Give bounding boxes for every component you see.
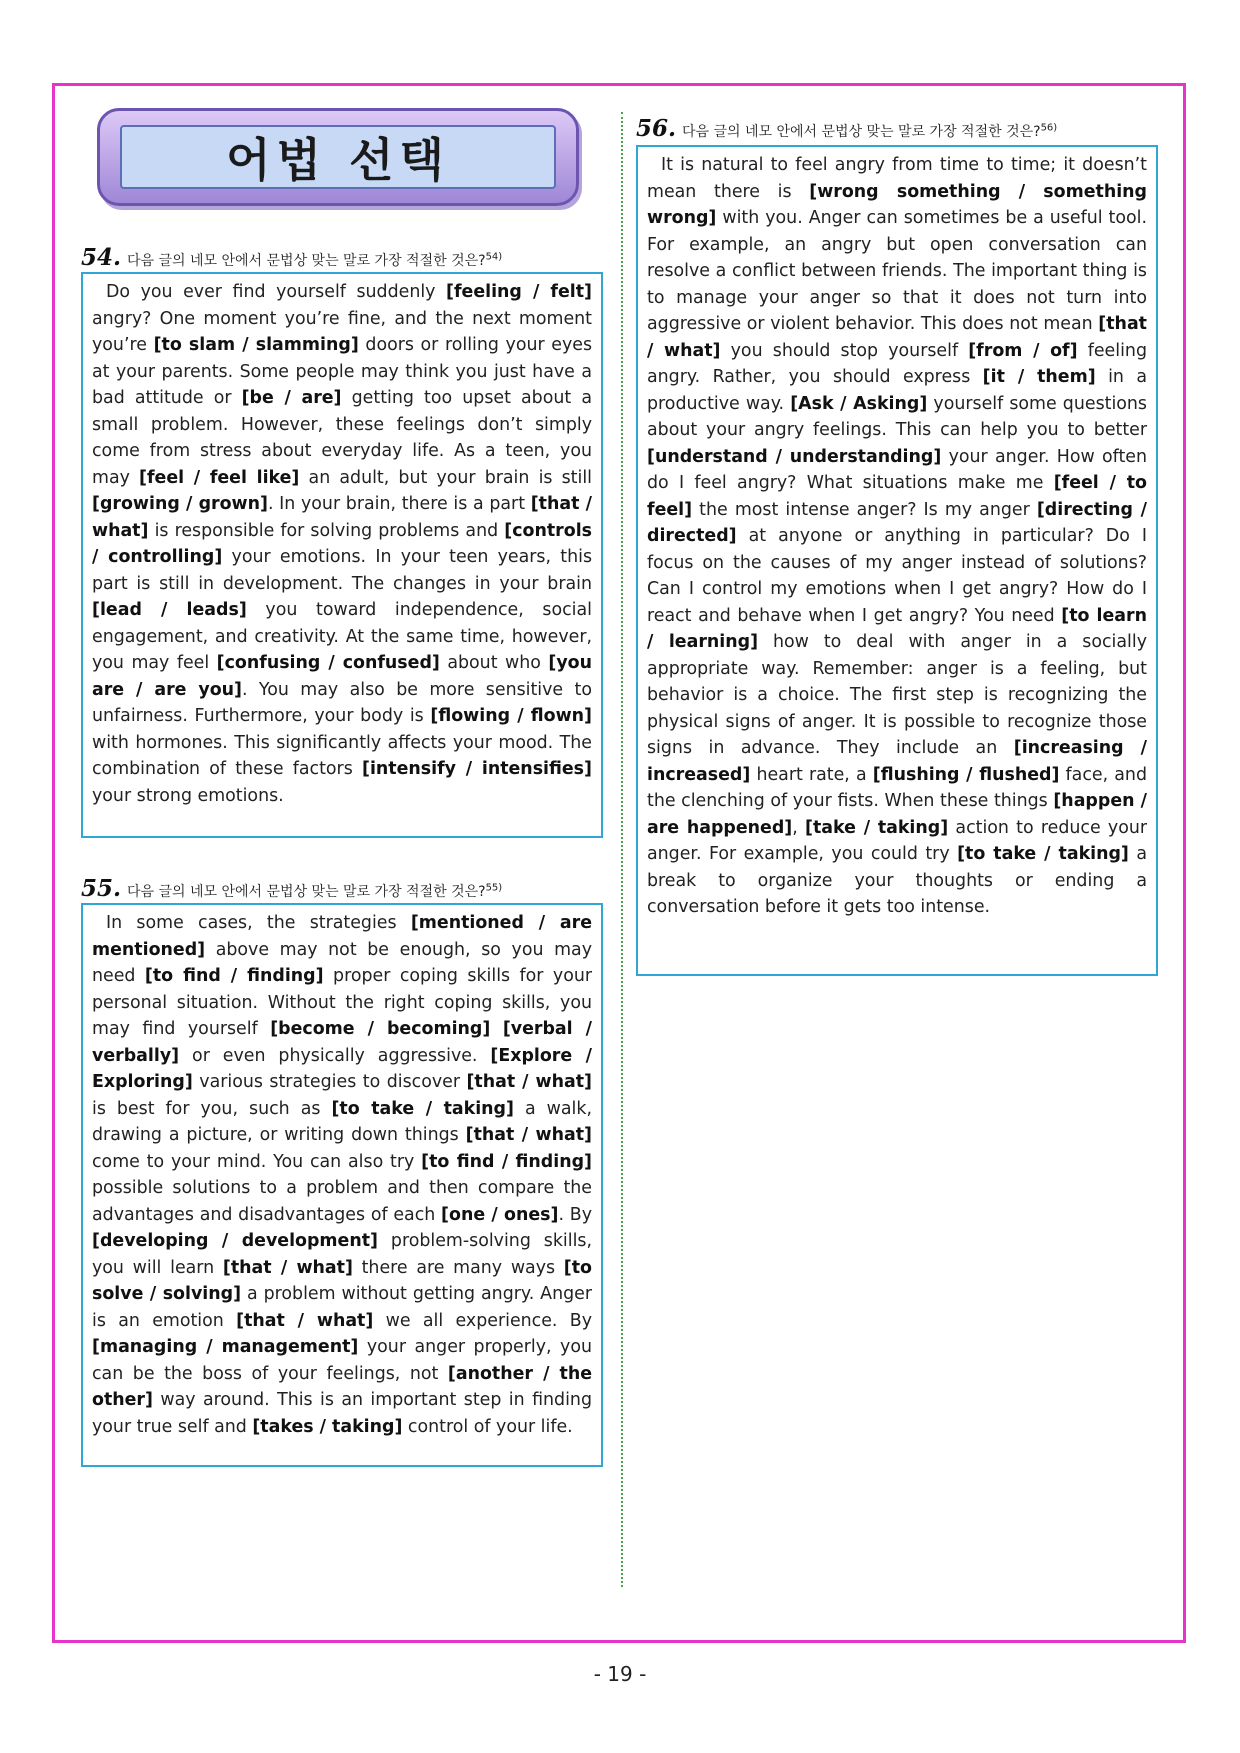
grammar-choice: [to find / finding]	[144, 966, 324, 986]
passage-segment: yourself some questions about your angry feelings. This can help you to better	[647, 393, 1147, 440]
grammar-choice: [wrong something / something wrong]	[647, 181, 1147, 228]
passage-segment: with you. Anger can sometimes be a useful tool. For example, an angry but open conversation can resolve a conflict between friends. The important thing is to manage your anger so that it does not turn into aggressive or violent behavior. This does not mean	[647, 208, 1147, 334]
passage-segment: control of your life.	[402, 1416, 573, 1437]
passage-segment: the most intense anger? Is my anger	[692, 499, 1037, 520]
grammar-choice: [be / are]	[241, 388, 342, 408]
passage-segment: way around. This is an important step in finding your true self and	[92, 1390, 592, 1437]
passage-segment: a break to organize your thoughts or ending a conversation before it gets too intense.	[647, 844, 1147, 917]
passage-segment: feeling angry. Rather, you should express	[647, 340, 1147, 387]
question-footnote: 56)	[1040, 122, 1058, 134]
passage-segment: problem-solving skills, you will learn	[92, 1231, 592, 1278]
passage-segment: your anger properly, you can be the boss of your feelings, not	[92, 1337, 592, 1384]
passage-segment: Do you ever find yourself suddenly	[106, 282, 447, 302]
grammar-choice: [happen / are happened]	[647, 791, 1147, 838]
grammar-choice: [one / ones]	[441, 1204, 559, 1225]
passage-segment: your strong emotions.	[92, 785, 284, 806]
grammar-choice: [to slam / slamming]	[153, 335, 359, 355]
passage-segment: an adult, but your brain is still	[299, 467, 592, 488]
question-number: 54.	[81, 244, 122, 271]
section-banner	[97, 108, 579, 206]
section-banner-inner	[120, 125, 556, 189]
grammar-choice: [feel / feel like]	[139, 467, 300, 488]
passage-segment: It is natural to feel angry from time to time; it doesn’t mean there is	[647, 155, 1147, 202]
grammar-choice: [controls / controlling]	[92, 520, 592, 567]
grammar-choice: [take / taking]	[805, 817, 949, 838]
grammar-choice: [confusing / confused]	[216, 653, 440, 673]
grammar-choice: [flushing / flushed]	[872, 764, 1060, 785]
grammar-choice: [flowing / flown]	[430, 706, 592, 726]
grammar-choice: [Explore / Exploring]	[92, 1045, 592, 1092]
grammar-choice: [that / what]	[647, 314, 1147, 361]
grammar-choice: [verbal / verbally]	[92, 1019, 592, 1066]
question-footnote: 55)	[485, 882, 503, 894]
passage-segment: is best for you, such as	[92, 1098, 332, 1119]
grammar-choice: [it / them]	[982, 367, 1096, 387]
passage-segment: various strategies to discover	[192, 1072, 467, 1092]
grammar-choice: [developing / development]	[92, 1231, 378, 1251]
passage-56	[636, 145, 1158, 976]
passage-55	[81, 903, 603, 1467]
passage-segment: proper coping skills for your personal situation. Without the right coping skills, you may find yourself	[92, 966, 593, 1039]
grammar-choice: [you are / are you]	[92, 653, 593, 700]
grammar-choice: [managing / management]	[92, 1337, 359, 1357]
passage-segment: . By	[558, 1204, 592, 1225]
grammar-choice: [understand / understanding]	[647, 446, 942, 467]
passage-segment: . In your brain, there is a part	[267, 494, 531, 514]
grammar-choice: [Ask / Asking]	[790, 393, 928, 414]
passage-segment: above may not be enough, so you may need	[92, 939, 592, 986]
grammar-choice: [lead / leads]	[92, 600, 247, 620]
grammar-choice: [that / what]	[222, 1257, 353, 1278]
question-number: 55.	[81, 875, 122, 902]
question-54-header	[81, 244, 502, 271]
passage-text	[92, 279, 592, 809]
page-number: - 19 -	[593, 1662, 647, 1686]
grammar-choice: [growing / grown]	[92, 494, 268, 514]
passage-segment: . You may also be more sensitive to unfairness. Furthermore, your body is	[92, 679, 592, 726]
grammar-choice: [to learn / learning]	[647, 605, 1148, 652]
question-56-header	[636, 115, 1057, 142]
passage-segment: action to reduce your anger. For example, you could try	[647, 817, 1148, 864]
grammar-choice: [that / what]	[466, 1072, 592, 1092]
passage-segment: heart rate, a	[750, 764, 873, 785]
grammar-choice: [directing / directed]	[647, 499, 1147, 546]
grammar-choice: [become / becoming]	[270, 1019, 491, 1039]
grammar-choice: [that / what]	[236, 1310, 374, 1331]
passage-segment: possible solutions to a problem and then compare the advantages and disadvantages of each	[92, 1178, 592, 1225]
column-divider	[621, 112, 623, 1587]
passage-segment: you toward independence, social engagement, and creativity. At the same time, however, you may feel	[92, 600, 592, 673]
passage-text	[92, 910, 592, 1440]
passage-segment: ,	[792, 817, 806, 838]
grammar-choice: [to solve / solving]	[92, 1257, 592, 1304]
passage-segment: about who	[439, 653, 549, 673]
grammar-choice: [another / the other]	[92, 1363, 592, 1410]
passage-segment: your emotions. In your teen years, this part is still in development. The changes in your brain	[92, 547, 593, 594]
question-footnote: 54)	[485, 251, 503, 263]
grammar-choice: [increasing / increased]	[647, 738, 1147, 785]
question-55-header	[81, 875, 502, 902]
grammar-choice: [intensify / intensifies]	[362, 759, 592, 779]
passage-segment: come to your mind. You can also try	[92, 1151, 422, 1172]
grammar-choice: [mentioned / are mentioned]	[92, 913, 592, 960]
grammar-choice: [takes / taking]	[252, 1416, 403, 1437]
passage-segment: a walk, drawing a picture, or writing down things	[92, 1098, 592, 1145]
passage-segment: a problem without getting angry. Anger is an emotion	[92, 1284, 592, 1331]
passage-segment: in a productive way.	[647, 367, 1147, 414]
passage-segment: In some cases, the strategies	[106, 913, 411, 933]
grammar-choice: [to find / finding]	[421, 1151, 592, 1172]
passage-segment: angry? One moment you’re fine, and the next moment you’re	[92, 308, 592, 355]
passage-segment: getting too upset about a small problem. However, these feelings don’t simply come from stress about everyday life. As a teen, you may	[92, 388, 592, 488]
passage-segment: with hormones. This significantly affects your mood. The combination of these factors	[92, 732, 592, 779]
passage-54	[81, 272, 603, 838]
passage-segment: you should stop yourself	[720, 340, 969, 361]
passage-segment: or even physically aggressive.	[179, 1045, 491, 1066]
passage-text	[647, 152, 1147, 921]
passage-segment: at anyone or anything in particular? Do I focus on the causes of my anger instead of solutions? Can I control my emotions when I get angry? How do I react and behave when I get angry? You need	[647, 526, 1147, 626]
question-prompt: 다음 글의 네모 안에서 문법상 맞는 말로 가장 적절한 것은?	[682, 124, 1041, 140]
passage-segment: your anger. How often do I feel angry? What situations make me	[647, 446, 1147, 493]
grammar-choice: [that / what]	[92, 494, 592, 541]
passage-segment: we all experience. By	[373, 1310, 592, 1331]
grammar-choice: [to take / taking]	[331, 1098, 514, 1119]
passage-segment: face, and the clenching of your fists. When these things	[647, 764, 1147, 811]
passage-segment: doors or rolling your eyes at your parents. Some people may think you just have a bad attitude or	[92, 335, 593, 408]
question-number: 56.	[636, 115, 677, 142]
passage-segment: is responsible for solving problems and	[148, 520, 505, 541]
passage-segment: there are many ways	[352, 1257, 564, 1278]
grammar-choice: [feeling / felt]	[446, 282, 592, 302]
question-prompt: 다음 글의 네모 안에서 문법상 맞는 말로 가장 적절한 것은?	[127, 253, 486, 269]
passage-segment: how to deal with anger in a socially appropriate way. Remember: anger is a feeling, but behavior is a choice. The first step is recognizing the physical signs of anger. It is possible to recognize those signs in advance. They include an	[647, 632, 1147, 758]
grammar-choice: [that / what]	[465, 1125, 592, 1145]
section-title: 어법 선택	[226, 133, 450, 187]
question-prompt: 다음 글의 네모 안에서 문법상 맞는 말로 가장 적절한 것은?	[127, 884, 486, 900]
grammar-choice: [feel / to feel]	[647, 473, 1147, 520]
passage-segment	[490, 1019, 503, 1039]
grammar-choice: [from / of]	[968, 340, 1078, 361]
grammar-choice: [to take / taking]	[957, 844, 1129, 864]
